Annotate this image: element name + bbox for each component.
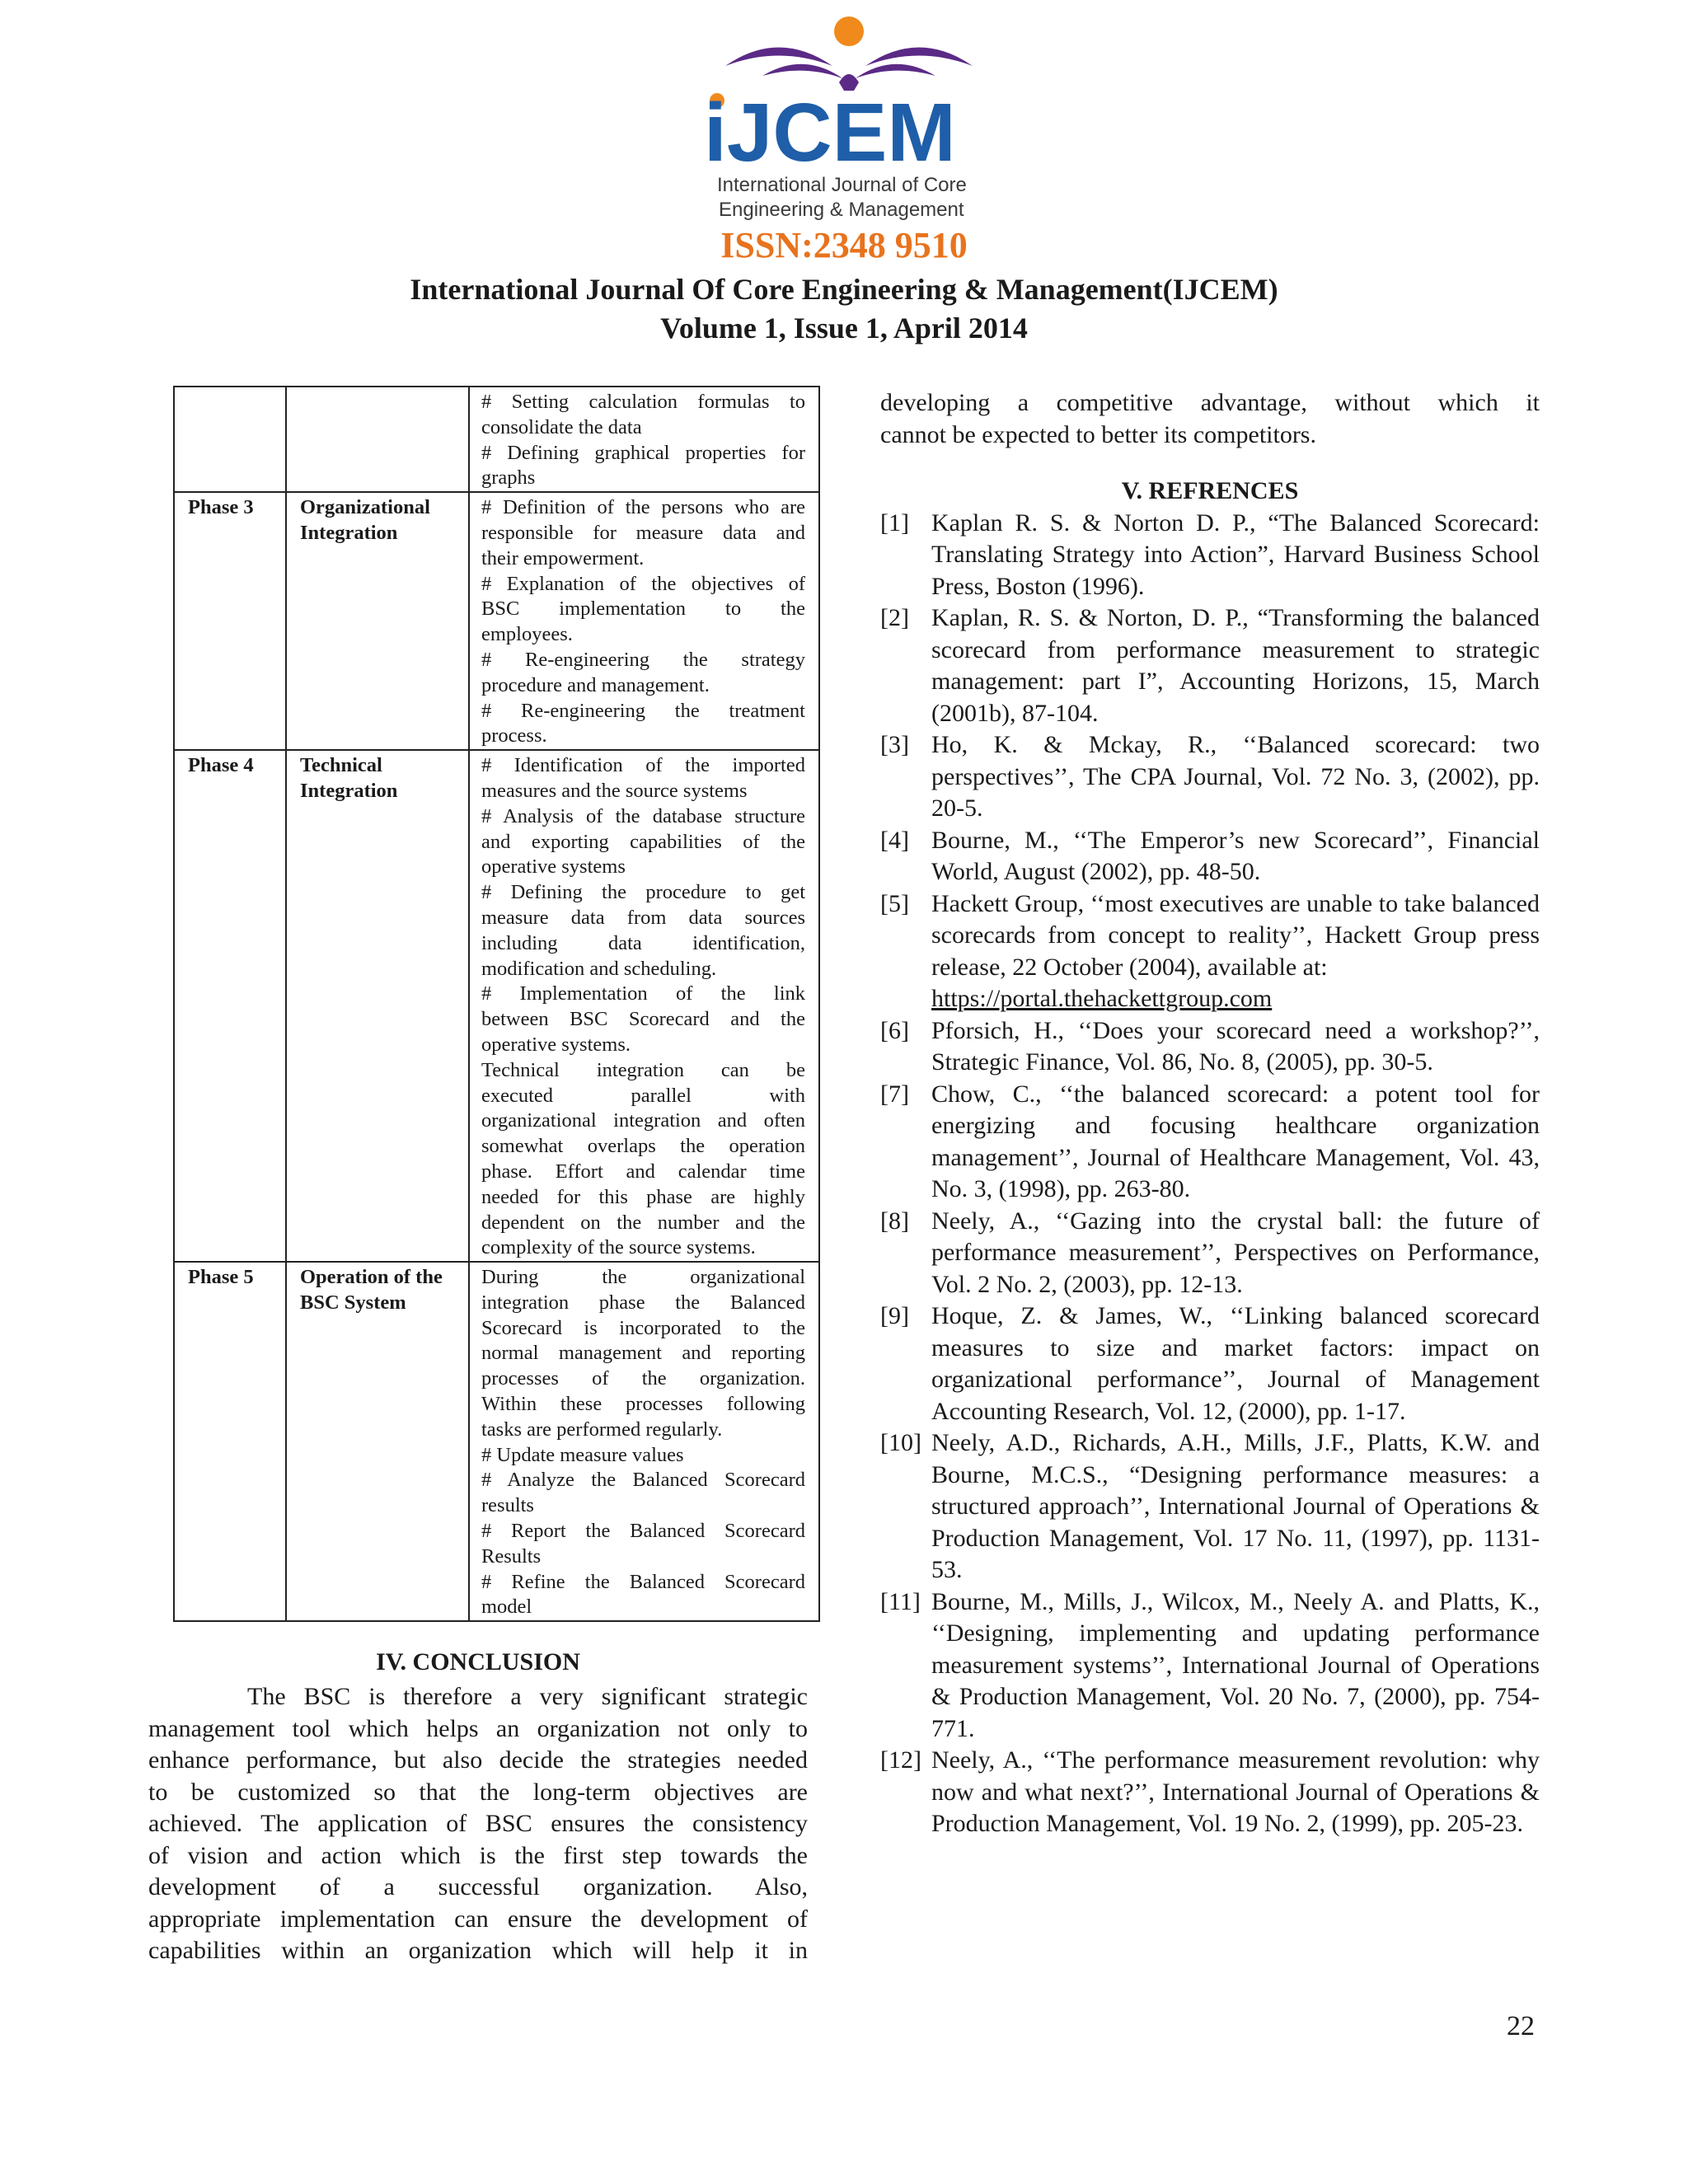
logo-arc-left: [725, 48, 832, 67]
phase-name-cell: [286, 492, 469, 750]
reference-item: [880, 888, 1540, 1015]
reference-number: [10]: [880, 1429, 921, 1456]
task-line: Results: [481, 1544, 542, 1568]
conclusion-line: appropriate implementation can ensure the development of: [148, 1905, 808, 1933]
task-line: measures and the source systems: [481, 779, 748, 802]
task-line: During the organizational: [481, 1266, 805, 1289]
task-line: Technical integration can be: [481, 1058, 805, 1081]
phase-cell: [174, 387, 286, 492]
reference-text: Kaplan, R. S. & Norton, D. P., “Transforming the balanced scorecard from performance measurement to strategic management: part I”, Accounting Horizons, 15, March (2001b), 87-104.: [931, 604, 1540, 727]
logo-arc-right: [865, 48, 973, 67]
logo-arc-left-inner: [762, 64, 842, 78]
continuation-text: [880, 387, 1540, 451]
task-line: # Analysis of the database structure: [481, 804, 805, 827]
reference-item: [880, 1079, 1540, 1206]
reference-text: Ho, K. & Mckay, R., ‘‘Balanced scorecard: two perspectives’’, The CPA Journal, Vol. 72 No. 3, (2002), pp. 20-5.: [931, 731, 1540, 822]
journal-name: International Journal Of Core Engineering & Management(IJCEM): [410, 273, 1278, 306]
table-row: [174, 387, 819, 492]
phase-cell: Phase 4: [174, 750, 286, 1262]
task-line: # Re-engineering the treatment: [481, 699, 805, 722]
reference-text: Neely, A.D., Richards, A.H., Mills, J.F., Platts, K.W. and Bourne, M.C.S., “Designing performance measures: a structured approach’’, International Journal of Operations & Production Management, Vol. 17 No. 11, (1997), pp. 1131-53.: [931, 1429, 1540, 1583]
task-line: employees.: [481, 623, 573, 646]
reference-number: [7]: [880, 1080, 909, 1108]
phase-name-line: Integration: [300, 521, 398, 544]
logo-subtitle-line1: International Journal of Core: [717, 174, 967, 196]
task-line: # Explanation of the objectives of: [481, 572, 805, 595]
conclusion-line: of vision and action which is the first step towards the: [148, 1841, 808, 1869]
reference-number: [8]: [880, 1207, 909, 1235]
task-line: results: [481, 1494, 534, 1517]
task-line: organizational integration and often: [481, 1109, 805, 1132]
task-line: # Refine the Balanced Scorecard: [481, 1570, 805, 1593]
task-line: # Defining graphical properties for: [481, 441, 805, 464]
task-line: # Identification of the imported: [481, 754, 805, 777]
reference-number: [1]: [880, 509, 909, 537]
reference-text: Hoque, Z. & James, W., ‘‘Linking balanced scorecard measures to size and market factors: impact on organizational performance’’, Journal of Management Accounting Research, Vol. 12, (2000), pp. 1-17.: [931, 1302, 1540, 1425]
logo-head: [834, 16, 864, 46]
reference-text: Bourne, M., ‘‘The Emperor’s new Scorecard’’, Financial World, August (2002), pp. 48-50.: [931, 826, 1540, 885]
table-row: [174, 492, 819, 750]
reference-text: Hackett Group, ‘‘most executives are unable to take balanced scorecards from concept to reality’’, Hackett Group press release, 22 October (2004), available at:: [931, 889, 1540, 981]
reference-number: [5]: [880, 889, 909, 917]
task-line: measure data from data sources: [481, 906, 805, 929]
phase-name-line: BSC System: [300, 1291, 406, 1314]
task-line: modification and scheduling.: [481, 957, 717, 980]
phase-name-cell: [286, 1262, 469, 1621]
phase-cell: Phase 5: [174, 1262, 286, 1621]
conclusion-line: development of a successful organization. Also,: [148, 1873, 808, 1900]
reference-link[interactable]: https://portal.thehackettgroup.com: [931, 985, 1273, 1012]
task-line: # Update measure values: [481, 1443, 684, 1466]
task-line: Scorecard is incorporated to the: [481, 1316, 805, 1339]
task-line: somewhat overlaps the operation: [481, 1135, 805, 1158]
task-line: executed parallel with: [481, 1084, 805, 1107]
task-line: needed for this phase are highly: [481, 1185, 805, 1208]
phase-name-cell: [286, 750, 469, 1262]
conclusion-heading: IV. CONCLUSION: [376, 1648, 580, 1675]
table-body: [174, 387, 819, 1621]
conclusion-line: The BSC is therefore a very significant strategic: [247, 1683, 808, 1710]
task-line: their empowerment.: [481, 546, 645, 569]
reference-number: [9]: [880, 1302, 909, 1329]
task-line: processes of the organization.: [481, 1367, 805, 1390]
conclusion-line: to be customized so that the long-term objectives are: [148, 1778, 808, 1806]
task-line: model: [481, 1596, 532, 1619]
logo-text: iJCEM: [704, 87, 956, 179]
reference-item: [880, 1586, 1540, 1746]
reference-number: [3]: [880, 731, 909, 758]
task-line: # Report the Balanced Scorecard: [481, 1520, 805, 1543]
phase-table: [173, 386, 820, 1622]
task-line: consolidate the data: [481, 415, 642, 438]
phase-name-cell: [286, 387, 469, 492]
task-line: operative systems.: [481, 1033, 631, 1056]
logo-arc-right-inner: [856, 64, 935, 78]
task-line: # Definition of the persons who are: [481, 496, 805, 519]
phase-name-line: Operation of the: [300, 1266, 443, 1289]
reference-text: Kaplan R. S. & Norton D. P., “The Balanced Scorecard: Translating Strategy into Action”, Harvard Business School Press, Boston (1996).: [931, 509, 1540, 600]
volume-issue: Volume 1, Issue 1, April 2014: [660, 312, 1028, 344]
task-line: # Analyze the Balanced Scorecard: [481, 1469, 805, 1492]
task-line: complexity of the source systems.: [481, 1236, 756, 1259]
reference-text: Bourne, M., Mills, J., Wilcox, M., Neely A. and Platts, K., ‘‘Designing, implementing and updating performance measurement systems’’, International Journal of Operations & Production Management, Vol. 20 No. 7, (2000), pp. 754-771.: [931, 1587, 1540, 1742]
task-line: # Implementation of the link: [481, 982, 805, 1005]
reference-text: Neely, A., ‘‘The performance measurement revolution: why now and what next?’’, International Journal of Operations & Production Management, Vol. 19 No. 2, (1999), pp. 205-23.: [931, 1746, 1540, 1837]
reference-item: [880, 1015, 1540, 1079]
task-line: integration phase the Balanced: [481, 1291, 805, 1314]
logo-subtitle-line2: Engineering & Management: [719, 199, 964, 221]
page-number: 22: [1507, 2011, 1535, 2041]
phase-tasks-cell: [469, 1262, 819, 1621]
task-line: Within these processes following: [481, 1393, 805, 1416]
task-line: normal management and reporting: [481, 1342, 805, 1365]
references-list: [880, 508, 1540, 1840]
conclusion-line: management tool which helps an organization not only to: [148, 1714, 808, 1742]
task-line: procedure and management.: [481, 673, 710, 696]
task-line: # Defining the procedure to get: [481, 881, 805, 904]
table-row: [174, 1262, 819, 1621]
task-line: and exporting capabilities of the: [481, 830, 805, 853]
journal-logo: [701, 8, 997, 231]
reference-item: [880, 1301, 1540, 1427]
reference-item: [880, 602, 1540, 729]
phase-name-line: Integration: [300, 779, 398, 802]
task-line: operative systems: [481, 855, 626, 879]
reference-item: [880, 1427, 1540, 1586]
reference-number: [4]: [880, 826, 909, 854]
reference-item: [880, 1745, 1540, 1840]
continuation-line: developing a competitive advantage, without which it: [880, 389, 1540, 416]
phase-tasks-cell: [469, 750, 819, 1262]
reference-number: [6]: [880, 1016, 909, 1044]
task-line: dependent on the number and the: [481, 1211, 805, 1234]
task-line: BSC implementation to the: [481, 598, 805, 621]
reference-number: [11]: [880, 1587, 921, 1615]
reference-text: Chow, C., ‘‘the balanced scorecard: a potent tool for energizing and focusing healthcare organization management’’, Journal of Healthcare Management, Vol. 43, No. 3, (1998), pp. 263-80.: [931, 1080, 1540, 1202]
reference-item: [880, 729, 1540, 825]
phase-name-line: Organizational: [300, 496, 430, 519]
reference-item: [880, 825, 1540, 888]
phase-cell: Phase 3: [174, 492, 286, 750]
reference-item: [880, 508, 1540, 603]
reference-item: [880, 1206, 1540, 1301]
task-line: graphs: [481, 466, 536, 490]
task-line: process.: [481, 724, 547, 748]
reference-text: Neely, A., ‘‘Gazing into the crystal ball: the future of performance measurement’’, Perspectives on Performance, Vol. 2 No. 2, (2003), pp. 12-13.: [931, 1207, 1540, 1298]
task-line: between BSC Scorecard and the: [481, 1008, 805, 1031]
conclusion-line: capabilities within an organization which will help it in: [148, 1937, 808, 1964]
task-line: # Setting calculation formulas to: [481, 391, 805, 413]
right-column: [880, 387, 1540, 1840]
phase-tasks-cell: [469, 387, 819, 492]
conclusion-body: [148, 1681, 808, 1967]
conclusion-line: enhance performance, but also decide the strategies needed: [148, 1746, 808, 1774]
conclusion-line: achieved. The application of BSC ensures the consistency: [148, 1810, 808, 1837]
task-line: tasks are performed regularly.: [481, 1418, 723, 1441]
table-row: [174, 750, 819, 1262]
issn: ISSN:2348 9510: [720, 225, 968, 265]
task-line: including data identification,: [481, 931, 805, 954]
task-line: phase. Effort and calendar time: [481, 1160, 805, 1183]
reference-number: [12]: [880, 1746, 921, 1774]
phase-name-line: Technical: [300, 754, 382, 777]
reference-text: Pforsich, H., ‘‘Does your scorecard need a workshop?’’, Strategic Finance, Vol. 86, No. 8, (2005), pp. 30-5.: [931, 1016, 1540, 1076]
task-line: # Re-engineering the strategy: [481, 648, 805, 671]
continuation-line: cannot be expected to better its competitors.: [880, 420, 1316, 448]
references-heading: V. REFRENCES: [1121, 477, 1299, 504]
task-line: responsible for measure data and: [481, 521, 805, 544]
phase-tasks-cell: [469, 492, 819, 750]
reference-number: [2]: [880, 604, 909, 631]
